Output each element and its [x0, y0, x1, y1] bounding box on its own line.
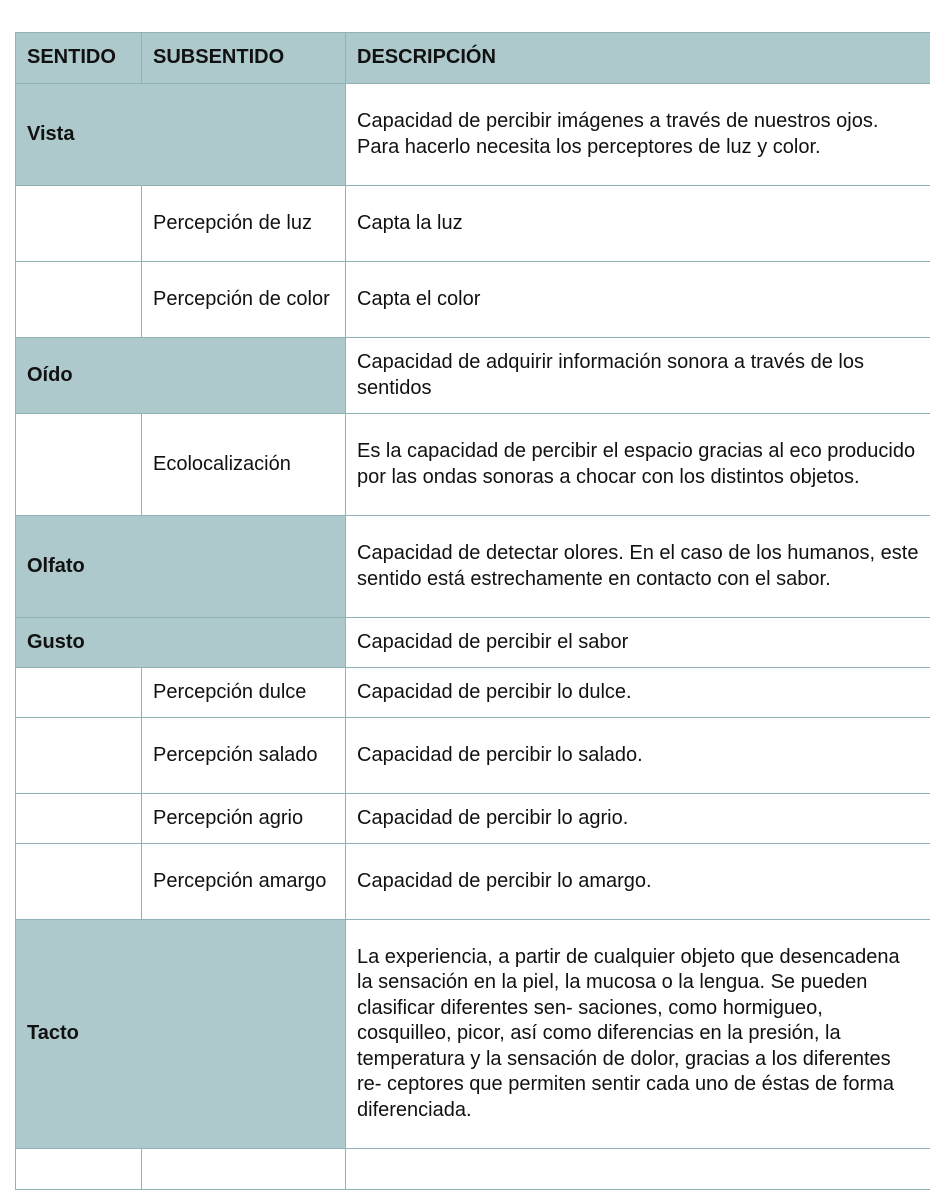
subsense-cell: Percepción amargo [142, 844, 346, 920]
table-header-row [16, 33, 931, 84]
empty-sense-cell [16, 186, 142, 262]
table-row-partial [16, 1149, 931, 1190]
empty-sense-cell [16, 668, 142, 718]
senses-table [15, 32, 930, 1190]
subsense-cell: Percepción dulce [142, 668, 346, 718]
description-cell: Capacidad de percibir el sabor [346, 618, 931, 668]
header-descripcion: DESCRIPCIÓN [346, 33, 931, 84]
table-row [16, 668, 931, 718]
table-row-tacto [16, 920, 931, 1149]
table-row [16, 718, 931, 794]
description-cell: Capta el color [346, 262, 931, 338]
description-cell: La experiencia, a partir de cualquier objeto que desencadena la sensación en la piel, la mucosa o la lengua. Se pueden clasificar diferentes sen- saciones, como hormigueo, cosquilleo, picor, así como diferencias en la presión, la temperatura y la sensación de dolor, gracias a los diferentes re- ceptores que permiten sentir cada uno de éstas de forma diferenciada. [346, 920, 931, 1149]
subsense-cell: Percepción agrio [142, 794, 346, 844]
header-subsentido: SUBSENTIDO [142, 33, 346, 84]
table-row [16, 844, 931, 920]
description-cell: Capacidad de percibir lo agrio. [346, 794, 931, 844]
table-row-vista [16, 84, 931, 186]
table-row [16, 414, 931, 516]
sense-name-cell: Vista [16, 84, 346, 186]
description-cell: Es la capacidad de percibir el espacio gracias al eco producido por las ondas sonoras a chocar con los distintos objetos. [346, 414, 931, 516]
subsense-cell: Ecolocalización [142, 414, 346, 516]
subsense-cell: Percepción de luz [142, 186, 346, 262]
description-cell: Capacidad de percibir lo dulce. [346, 668, 931, 718]
description-cell: Capacidad de detectar olores. En el caso de los humanos, este sentido está estrechamente en contacto con el sabor. [346, 516, 931, 618]
sense-name-cell: Oído [16, 338, 346, 414]
empty-sense-cell [16, 1149, 142, 1190]
description-cell: Capacidad de percibir imágenes a través de nuestros ojos. Para hacerlo necesita los perceptores de luz y color. [346, 84, 931, 186]
empty-sense-cell [16, 794, 142, 844]
description-cell: Capacidad de percibir lo amargo. [346, 844, 931, 920]
description-cell: Capta la luz [346, 186, 931, 262]
subsense-cell: Percepción salado [142, 718, 346, 794]
senses-table-container [15, 32, 930, 1192]
table-row-olfato [16, 516, 931, 618]
table-row [16, 186, 931, 262]
table-row [16, 262, 931, 338]
header-sentido: SENTIDO [16, 33, 142, 84]
empty-subsense-cell [142, 1149, 346, 1190]
empty-sense-cell [16, 844, 142, 920]
description-cell: Capacidad de percibir lo salado. [346, 718, 931, 794]
table-row [16, 794, 931, 844]
table-row-oido [16, 338, 931, 414]
description-cell: Capacidad de adquirir información sonora a través de los sentidos [346, 338, 931, 414]
table-row-gusto [16, 618, 931, 668]
sense-name-cell: Tacto [16, 920, 346, 1149]
empty-sense-cell [16, 414, 142, 516]
sense-name-cell: Gusto [16, 618, 346, 668]
empty-sense-cell [16, 262, 142, 338]
subsense-cell: Percepción de color [142, 262, 346, 338]
sense-name-cell: Olfato [16, 516, 346, 618]
empty-description-cell [346, 1149, 931, 1190]
empty-sense-cell [16, 718, 142, 794]
